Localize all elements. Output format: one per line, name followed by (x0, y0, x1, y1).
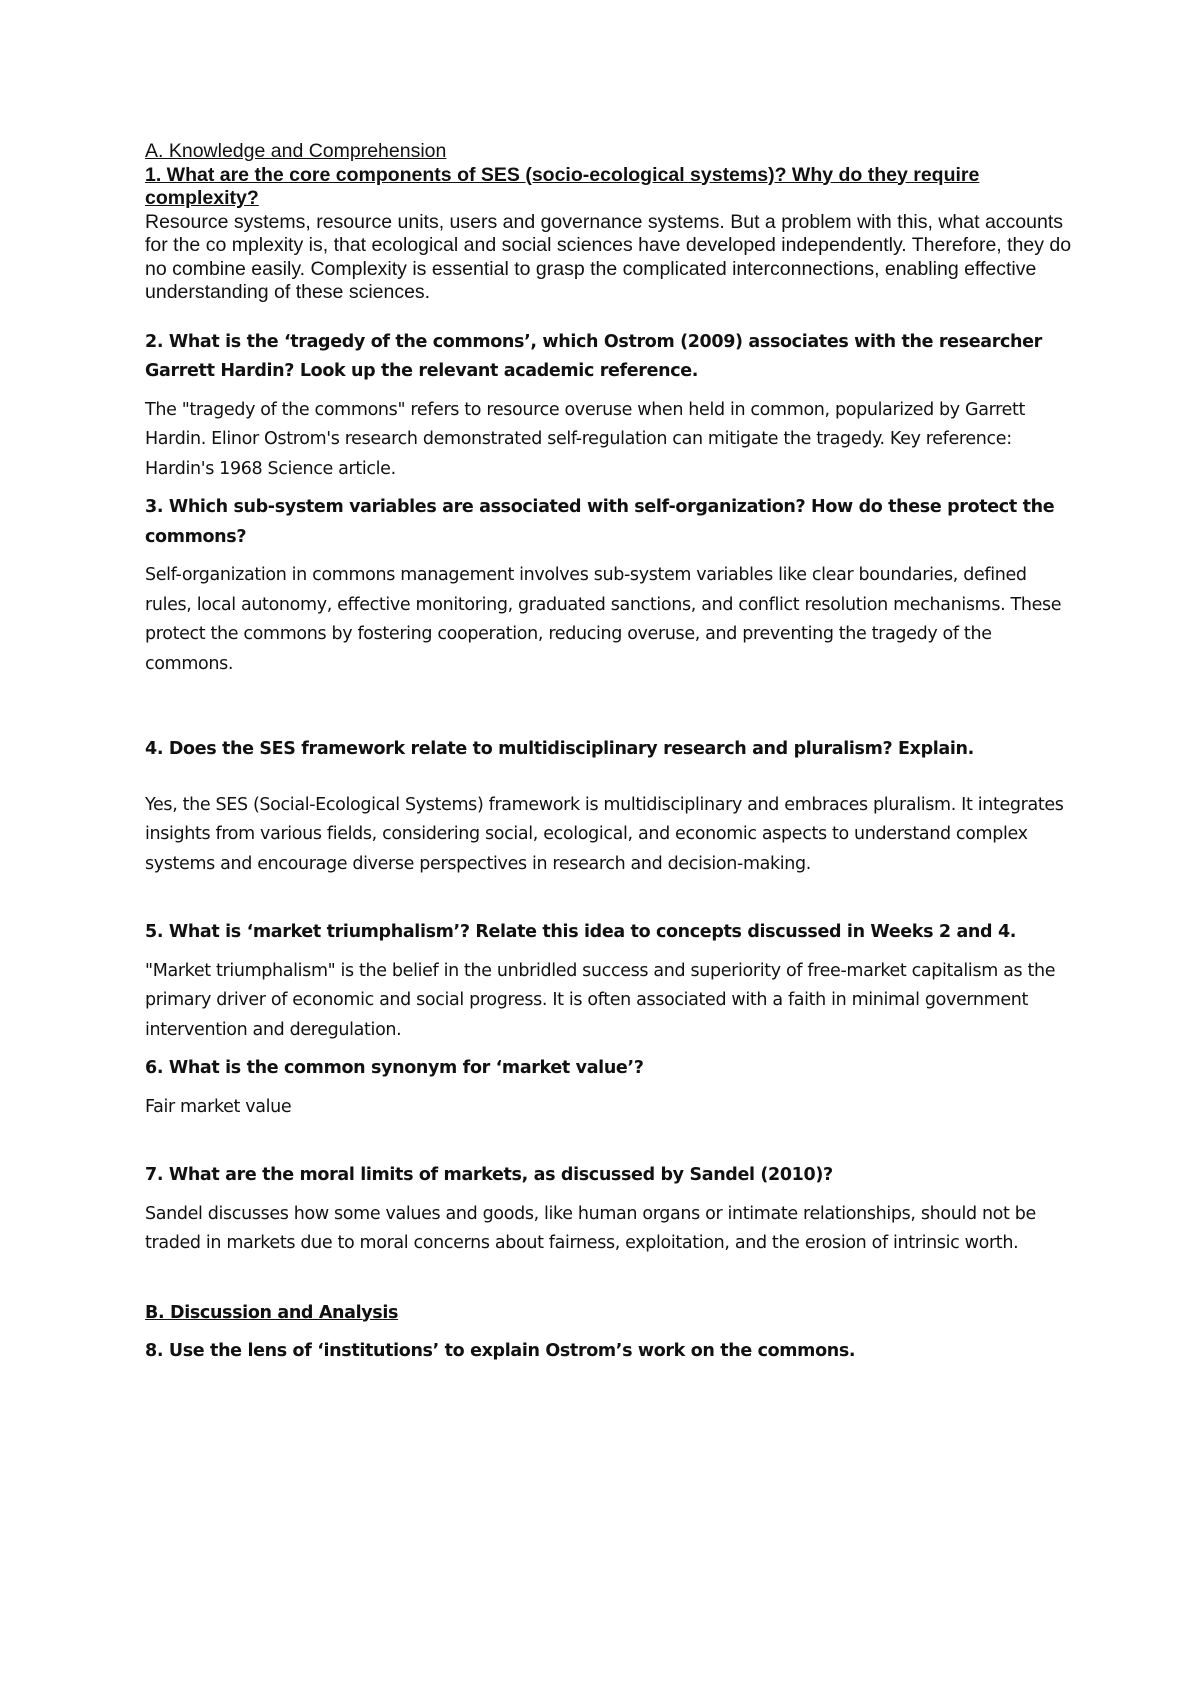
answer-2: The "tragedy of the commons" refers to resource overuse when held in common, popularized by Garrett Hardin. Elinor Ostrom's research demonstrated self-regulation can mitigate the tragedy. Key reference: Hardin's 1968 Science article. (145, 399, 1026, 479)
question-5: 5. What is ‘market triumphalism’? Relate this idea to concepts discussed in Weeks 2 and 4. (145, 922, 1017, 942)
question-7: 7. What are the moral limits of markets, as discussed by Sandel (2010)? (145, 1165, 833, 1185)
question-block-7 (145, 1161, 1075, 1259)
section-a-block (145, 140, 1075, 305)
section-b-block (145, 1299, 1075, 1367)
question-1: 1. What are the core components of SES (socio-ecological systems)? Why do they require complexity? (145, 163, 980, 209)
question-block-4 (145, 735, 1075, 879)
answer-5: "Market triumphalism" is the belief in the unbridled success and superiority of free-market capitalism as the primary driver of economic and social progress. It is often associated with a faith in minimal government intervention and deregulation. (145, 960, 1056, 1040)
question-3: 3. Which sub-system variables are associated with self-organization? How do these protect the commons? (145, 497, 1055, 547)
question-2: 2. What is the ‘tragedy of the commons’, which Ostrom (2009) associates with the researcher Garrett Hardin? Look up the relevant academic reference. (145, 331, 1042, 381)
answer-4: Yes, the SES (Social-Ecological Systems) framework is multidisciplinary and embraces pluralism. It integrates insights from various fields, considering social, ecological, and economic aspects to understand complex systems and encourage diverse perspectives in research and decision-making. (145, 794, 1064, 874)
question-block-6 (145, 1054, 1075, 1122)
question-6: 6. What is the common synonym for ‘market value’? (145, 1058, 644, 1078)
section-b-heading: B. Discussion and Analysis (145, 1302, 399, 1323)
document-page (145, 140, 1075, 1367)
answer-3: Self-organization in commons management involves sub-system variables like clear boundaries, defined rules, local autonomy, effective monitoring, graduated sanctions, and conflict resolution mechanisms. These protect the commons by fostering cooperation, reducing overuse, and preventing the tragedy of the commons. (145, 565, 1062, 674)
question-4: 4. Does the SES framework relate to multidisciplinary research and pluralism? Explain. (145, 739, 974, 759)
question-block-3 (145, 493, 1075, 679)
question-block-2 (145, 328, 1075, 485)
question-8: 8. Use the lens of ‘institutions’ to explain Ostrom’s work on the commons. (145, 1341, 856, 1361)
answer-6: Fair market value (145, 1096, 292, 1117)
section-a-heading: A. Knowledge and Comprehension (145, 140, 447, 162)
answer-1: Resource systems, resource units, users and governance systems. But a problem with this, what accounts for the co mplexity is, that ecological and social sciences have developed independently. Therefore, they do no combine easily. Complexity is essential to grasp the complicated interconnections, enabling effective understanding of these sciences. (145, 210, 1072, 303)
answer-7: Sandel discusses how some values and goods, like human organs or intimate relationships, should not be traded in markets due to moral concerns about fairness, exploitation, and the erosion of intrinsic worth. (145, 1203, 1036, 1253)
question-block-5 (145, 918, 1075, 1045)
